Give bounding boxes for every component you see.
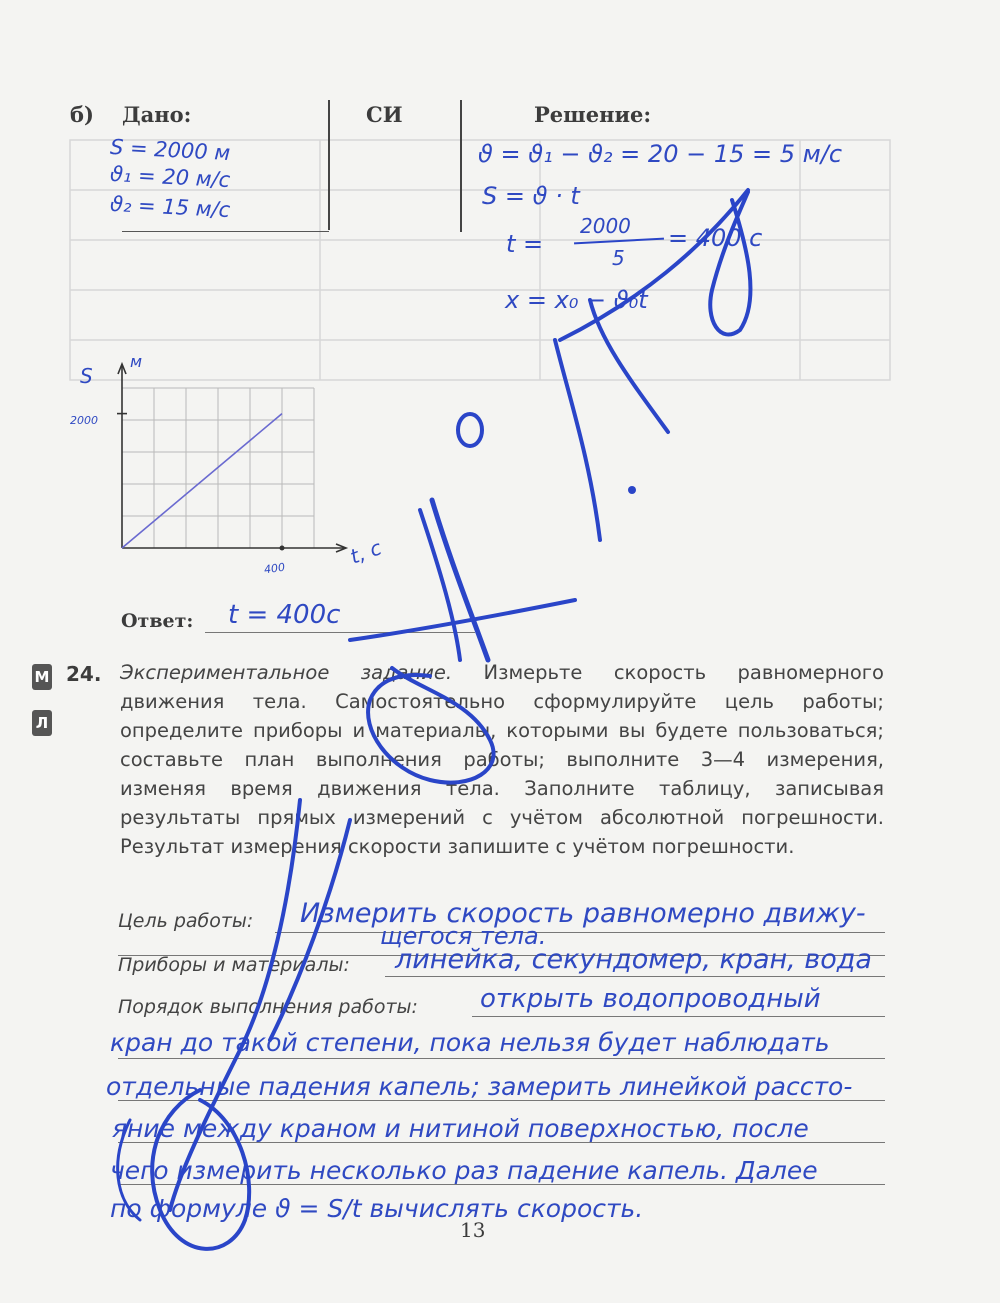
goal-answer-line-2: щегося тела. xyxy=(380,922,547,950)
procedure-line-2: кран до такой степени, пока нельзя будет наблюдать xyxy=(110,1028,830,1057)
given-title: Дано: xyxy=(122,102,192,127)
badge-l: Л xyxy=(32,710,52,736)
task-intro: Экспериментальное задание. xyxy=(120,661,453,684)
si-title: СИ xyxy=(366,102,403,127)
divider-given-si xyxy=(328,100,330,230)
graph-x-tick-label: 400 xyxy=(263,560,286,577)
x-tick-mark xyxy=(280,546,285,551)
divider-si-solution xyxy=(460,100,462,232)
graph-y-symbol: S xyxy=(80,364,93,388)
badge-m: М xyxy=(32,664,52,690)
given-v2: ϑ₂ = 15 м/с xyxy=(109,191,231,223)
goal-rule-1 xyxy=(275,932,885,933)
solution-line-distance: S = ϑ · t xyxy=(482,182,580,210)
materials-label: Приборы и материалы: xyxy=(118,954,350,976)
procedure-rule-1 xyxy=(472,1016,885,1017)
graph-y-unit: м xyxy=(130,352,143,371)
task-number: 24. xyxy=(66,662,102,686)
solution-extra-formula: x = x₀ − ϑ₀t xyxy=(505,286,648,314)
given-v1: ϑ₁ = 20 м/с xyxy=(109,161,231,193)
item-letter: б) xyxy=(70,102,94,127)
answer-underline xyxy=(205,632,475,633)
graph-x-unit: t, с xyxy=(346,535,385,569)
materials-answer: линейка, секундомер, кран, вода xyxy=(395,944,872,975)
procedure-line-5: чего измерить несколько раз падение капель. Далее xyxy=(110,1156,818,1185)
procedure-line-1: открыть водопроводный xyxy=(480,984,821,1014)
graph-y-tick-label: 2000 xyxy=(70,414,98,427)
solution-t-denominator: 5 xyxy=(612,246,625,270)
answer-value: t = 400с xyxy=(228,600,341,630)
goal-answer-line-1: Измерить скорость равномерно движу- xyxy=(300,898,866,929)
distance-time-line xyxy=(122,414,282,548)
given-underline xyxy=(122,231,329,232)
solution-t-result: = 400 с xyxy=(668,224,763,252)
solution-line-speed: ϑ = ϑ₁ − ϑ₂ = 20 − 15 = 5 м/с xyxy=(478,140,843,168)
procedure-line-3: отдельные падения капель; замерить линейкой рассто- xyxy=(106,1072,853,1101)
solution-t-prefix: t = xyxy=(506,230,544,258)
page-number: 13 xyxy=(460,1218,486,1242)
goal-label: Цель работы: xyxy=(118,910,254,932)
procedure-rule-2 xyxy=(118,1058,885,1059)
given-s: S = 2000 м xyxy=(109,134,231,166)
answer-label: Ответ: xyxy=(121,610,194,632)
materials-rule xyxy=(385,976,885,977)
procedure-label: Порядок выполнения работы: xyxy=(118,996,418,1018)
distance-time-graph xyxy=(100,360,360,570)
procedure-line-6: по формуле ϑ = S/t вычислять скорость. xyxy=(110,1194,644,1223)
task-text: Измерьте скорость равномерного движения тела. Самостоятельно сформулируйте цель работы; определите приборы и материалы, которыми вы будете пользоваться; составьте план выполнения работы; выполните 3—4 измерения, изменяя время движения тела. Заполните таблицу, записывая результаты прямых измерений с учётом абсолютной погрешности. Результат измерения скорости запишите с учётом погрешности. xyxy=(120,661,884,858)
task-body xyxy=(120,658,884,861)
solution-title: Решение: xyxy=(534,102,652,127)
solution-t-numerator: 2000 xyxy=(580,214,631,238)
procedure-line-4: яние между краном и нитиной поверхностью, после xyxy=(112,1114,809,1143)
